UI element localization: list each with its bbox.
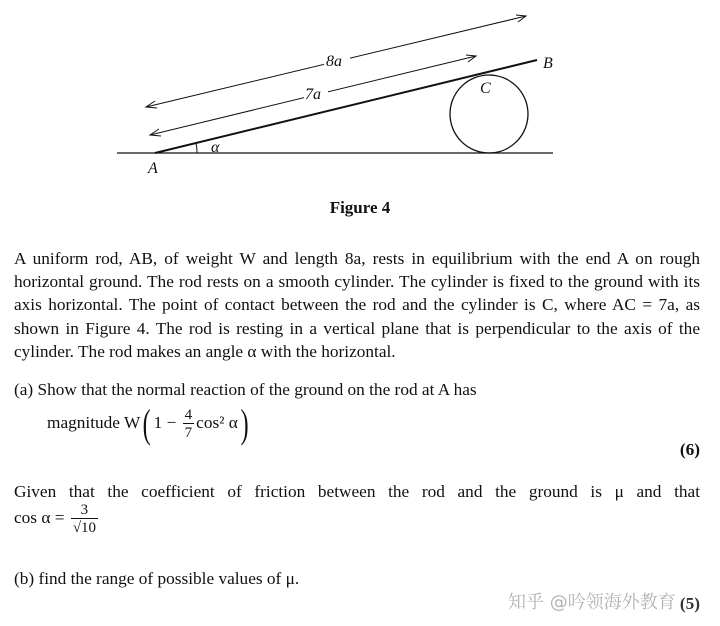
part-b-marks: (5) xyxy=(679,594,700,613)
fraction-numerator: 4 xyxy=(184,407,193,423)
fraction-4-7 xyxy=(183,407,195,441)
fraction-numerator: 3 xyxy=(80,502,89,518)
fraction-3-root10 xyxy=(71,502,98,536)
label-7a: 7a xyxy=(305,86,321,103)
right-paren: ) xyxy=(240,401,249,446)
label-B: B xyxy=(543,55,553,72)
magnitude-prefix: magnitude W xyxy=(47,412,141,432)
given-statement: Given that the coefficient of friction between the rod and the ground is μ and that xyxy=(14,482,700,501)
label-8a: 8a xyxy=(326,53,342,70)
fraction-denominator: 7 xyxy=(184,425,193,441)
left-paren: ( xyxy=(142,401,151,446)
figure-caption: Figure 4 xyxy=(329,198,391,217)
part-a-expression xyxy=(47,401,251,446)
label-C: C xyxy=(480,80,491,97)
label-A: A xyxy=(148,160,158,177)
watermark: 知乎 @吟领海外教育 xyxy=(508,592,676,613)
cos-prefix: cos α = xyxy=(14,507,65,527)
angle-arc xyxy=(196,143,197,153)
cos-alpha-value xyxy=(14,502,100,536)
one-minus: 1 − xyxy=(153,412,177,432)
figure-4-diagram xyxy=(0,0,720,190)
cos-squared: cos² α xyxy=(196,412,238,432)
part-a-statement: (a) Show that the normal reaction of the ground on the rod at A has xyxy=(14,380,477,399)
part-a-marks: (6) xyxy=(679,440,700,459)
label-alpha: α xyxy=(211,139,220,156)
fraction-denominator: √10 xyxy=(72,520,97,536)
part-b-statement: (b) find the range of possible values of μ. xyxy=(14,569,300,588)
problem-paragraph: A uniform rod, AB, of weight W and length 8a, rests in equilibrium with the end A on rough horizontal ground. The rod rests on a smooth cylinder. The cylinder is fixed to the ground with its axis horizontal. The point of contact between the rod and the cylinder is C, where AC = 7a, as shown in Figure 4. The rod is resting in a vertical plane that is perpendicular to the axis of the cylinder. The rod makes an angle α with the horizontal. xyxy=(14,249,700,361)
